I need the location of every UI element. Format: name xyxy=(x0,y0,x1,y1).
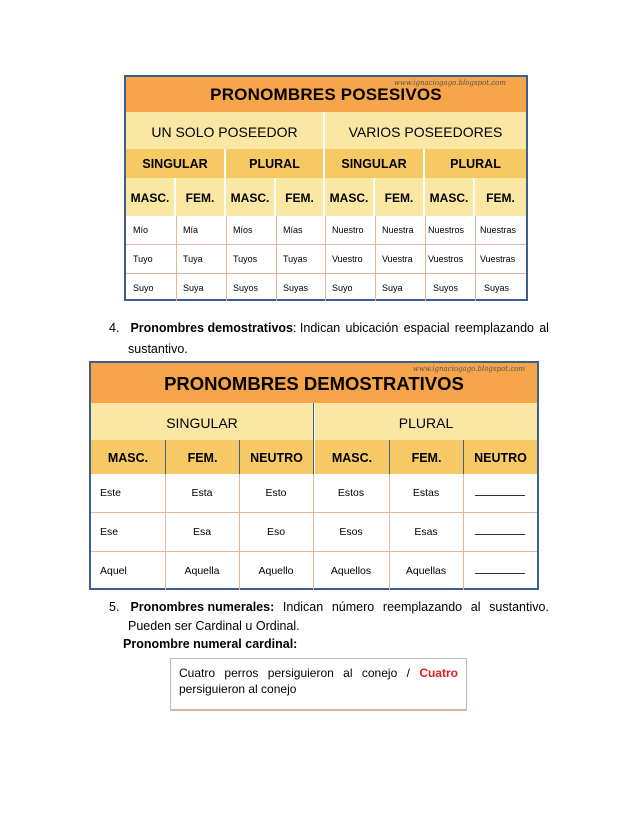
number-header: PLURAL xyxy=(425,149,526,178)
divider xyxy=(224,149,226,178)
table-cell: Mías xyxy=(283,225,303,235)
table-cell: Suya xyxy=(183,283,204,293)
table-cell: Aquella xyxy=(184,565,220,577)
paragraph-line: 5. Pronombres numerales: Indican número reemplazando al sustantivo. xyxy=(109,600,549,614)
gender-header: FEM. xyxy=(475,178,526,216)
number-header: SINGULAR xyxy=(126,149,224,178)
list-number: 4. xyxy=(109,321,120,335)
table-cell: Ese xyxy=(100,526,119,538)
table-cell: Nuestras xyxy=(480,225,517,235)
table-cell: Tuyos xyxy=(233,254,258,264)
divider xyxy=(165,440,166,474)
gender-header: MASC. xyxy=(325,178,375,216)
number-header: SINGULAR xyxy=(325,149,423,178)
paragraph-line: Pueden ser Cardinal u Ordinal. xyxy=(128,619,300,633)
example-line: persiguieron al conejo xyxy=(179,682,297,696)
divider xyxy=(389,440,390,474)
group-header: PLURAL xyxy=(315,403,537,440)
gender-header: MASC. xyxy=(425,178,475,216)
group-header: VARIOS POSEEDORES xyxy=(325,112,526,149)
table-cell: Suyos xyxy=(233,283,259,293)
divider xyxy=(423,149,425,178)
gender-header: FEM. xyxy=(390,440,463,474)
example-line: Cuatro perros persiguieron al conejo / Cuatro xyxy=(179,666,458,680)
table-cell: Suyas xyxy=(283,283,309,293)
watermark: www.ignaciogago.blogspot.com xyxy=(393,79,506,87)
blank-cell xyxy=(463,552,537,590)
table-cell: Mía xyxy=(183,225,199,235)
blank-line xyxy=(475,573,525,574)
subheading: Pronombre numeral cardinal: xyxy=(123,637,298,651)
table-cell: Eso xyxy=(266,526,286,538)
blank-cell xyxy=(463,513,537,551)
gender-header: FEM. xyxy=(276,178,325,216)
table-cell: Aquellas xyxy=(405,565,447,577)
number-header: PLURAL xyxy=(226,149,323,178)
table-cell: Suya xyxy=(382,283,403,293)
term: Pronombres demostrativos xyxy=(130,321,293,335)
gender-header: MASC. xyxy=(126,178,176,216)
table-cell: Vuestra xyxy=(382,254,413,264)
gender-header: NEUTRO xyxy=(240,440,313,474)
table-cell: Este xyxy=(100,487,122,499)
gender-header: MASC. xyxy=(91,440,165,474)
highlighted-word: Cuatro xyxy=(419,666,458,680)
term: Pronombres numerales: xyxy=(130,600,275,614)
table-cell: Tuyo xyxy=(133,254,153,264)
group-header: SINGULAR xyxy=(91,403,313,440)
group-header: UN SOLO POSEEDOR xyxy=(126,112,323,149)
table-cell: Esa xyxy=(192,526,212,538)
table-cell: Aquel xyxy=(100,565,127,577)
table-cell: Tuyas xyxy=(283,254,308,264)
divider xyxy=(313,403,314,474)
table-cell: Tuya xyxy=(183,254,203,264)
table-cell: Suyas xyxy=(484,283,510,293)
divider xyxy=(463,440,464,474)
table-cell: Esto xyxy=(265,487,287,499)
paragraph-line: 4. Pronombres demostrativos: Indican ubicación espacial reemplazando al xyxy=(109,321,549,335)
gender-header: NEUTRO xyxy=(464,440,537,474)
table-cell: Estas xyxy=(412,487,440,499)
watermark: www.ignaciogago.blogspot.com xyxy=(412,365,525,373)
blank-cell xyxy=(463,474,537,512)
example-box xyxy=(170,658,467,711)
table-cell: Nuestros xyxy=(428,225,465,235)
table-title: PRONOMBRES DEMOSTRATIVOS xyxy=(91,363,537,403)
table-cell: Nuestra xyxy=(382,225,414,235)
table-title: PRONOMBRES POSESIVOS xyxy=(126,77,526,112)
table-cell: Suyo xyxy=(133,283,154,293)
section-4-paragraph xyxy=(109,319,549,358)
paragraph-line: sustantivo. xyxy=(128,342,188,356)
list-number: 5. xyxy=(109,600,120,614)
table-cell: Estos xyxy=(337,487,365,499)
section-5-paragraph xyxy=(109,598,549,653)
gender-header: MASC. xyxy=(315,440,389,474)
table-cell: Esas xyxy=(414,526,438,538)
demonstrative-pronouns-table xyxy=(89,361,539,590)
table-cell: Suyos xyxy=(433,283,459,293)
table-cell: Suyo xyxy=(332,283,353,293)
table-cell: Mío xyxy=(133,225,149,235)
table-cell: Aquello xyxy=(258,565,294,577)
table-cell: Aquellos xyxy=(330,565,372,577)
gender-header: MASC. xyxy=(226,178,276,216)
table-cell: Míos xyxy=(233,225,253,235)
table-cell: Esta xyxy=(191,487,213,499)
blank-line xyxy=(475,495,525,496)
gender-header: FEM. xyxy=(176,178,226,216)
gender-header: FEM. xyxy=(166,440,239,474)
possessive-pronouns-table xyxy=(124,75,528,301)
divider xyxy=(239,440,240,474)
table-cell: Vuestro xyxy=(332,254,363,264)
table-cell: Nuestro xyxy=(332,225,364,235)
gender-header: FEM. xyxy=(375,178,425,216)
table-cell: Esos xyxy=(339,526,363,538)
blank-line xyxy=(475,534,525,535)
table-cell: Vuestras xyxy=(480,254,516,264)
table-cell: Vuestros xyxy=(428,254,464,264)
